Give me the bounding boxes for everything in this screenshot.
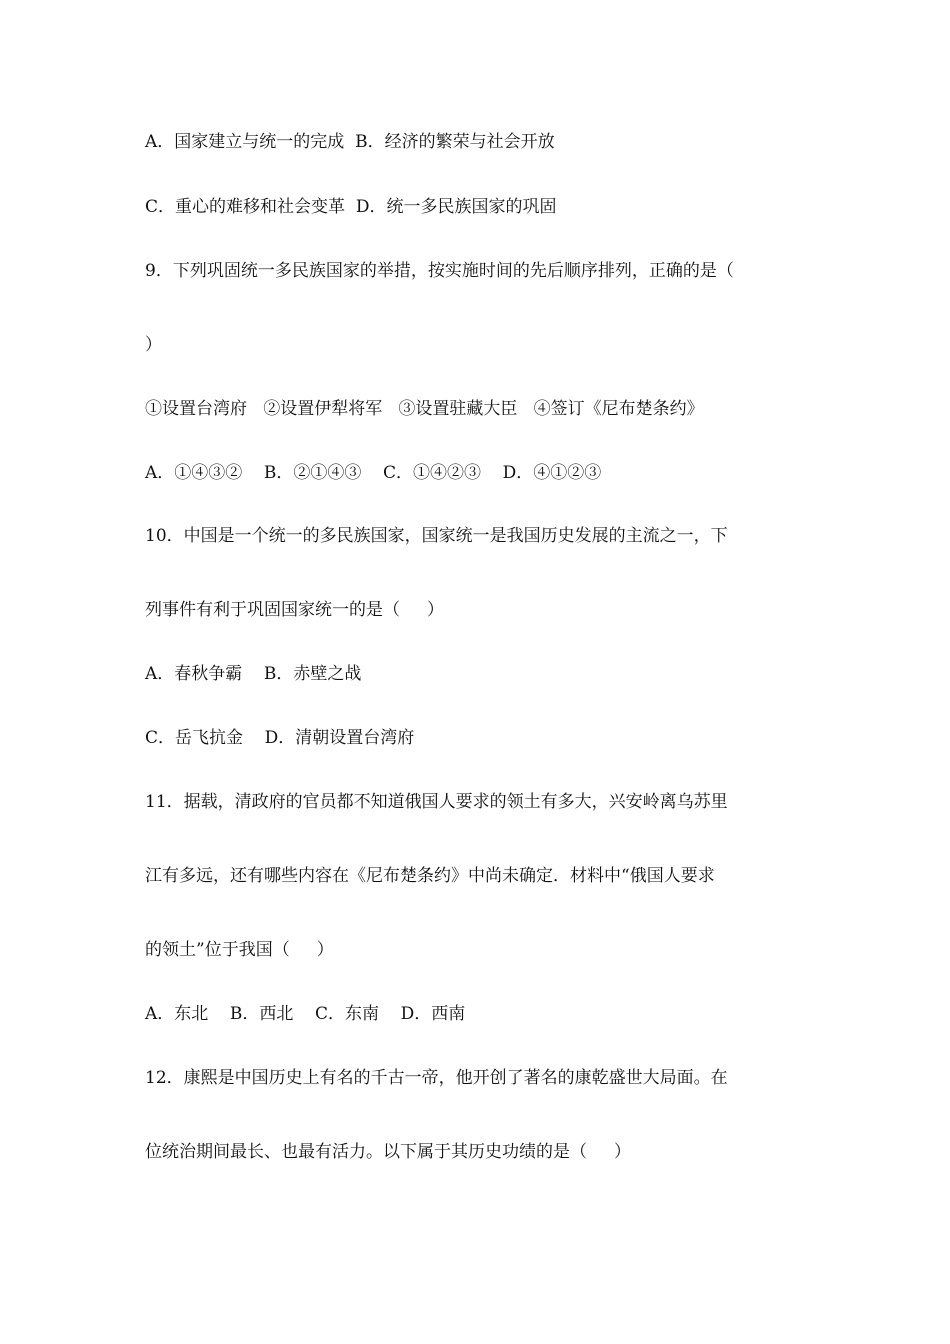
q12-stem-2: 位统治期间最长、也最有活力。以下属于其历史功绩的是（ ） <box>145 1142 632 1162</box>
q11-stem-1: 11．据载，清政府的官员都不知道俄国人要求的领土有多大，兴安岭离乌苏里 <box>145 792 728 812</box>
q10-options-cd: C．岳飞抗金 D．清朝设置台湾府 <box>145 728 415 748</box>
q10-options-ab: A．春秋争霸 B．赤壁之战 <box>145 664 362 684</box>
q9-items: ①设置台湾府 ②设置伊犁将军 ③设置驻藏大臣 ④签订《尼布楚条约》 <box>145 399 704 419</box>
q10-stem-end: 列事件有利于巩固国家统一的是（ ） <box>145 600 445 620</box>
q11-options: A．东北 B．西北 C．东南 D．西南 <box>145 1004 466 1024</box>
q9-options: A．①④③② B．②①④③ C．①④②③ D．④①②③ <box>145 463 602 483</box>
q12-stem-1: 12．康熙是中国历史上有名的千古一帝，他开创了著名的康乾盛世大局面。在 <box>145 1068 728 1088</box>
q8-options-ab: A．国家建立与统一的完成 B．经济的繁荣与社会开放 <box>145 132 555 152</box>
q11-stem-2: 江有多远，还有哪些内容在《尼布楚条约》中尚未确定．材料中“俄国人要求 <box>145 866 715 886</box>
q9-stem-end: ） <box>145 335 162 355</box>
q10-stem: 10．中国是一个统一的多民族国家，国家统一是我国历史发展的主流之一，下 <box>145 526 728 546</box>
q9-stem: 9．下列巩固统一多民族国家的举措，按实施时间的先后顺序排列，正确的是（ <box>145 261 734 281</box>
q11-stem-3: 的领土”位于我国（ ） <box>145 940 334 960</box>
q8-options-cd: C．重心的难移和社会变革 D．统一多民族国家的巩固 <box>145 197 557 217</box>
